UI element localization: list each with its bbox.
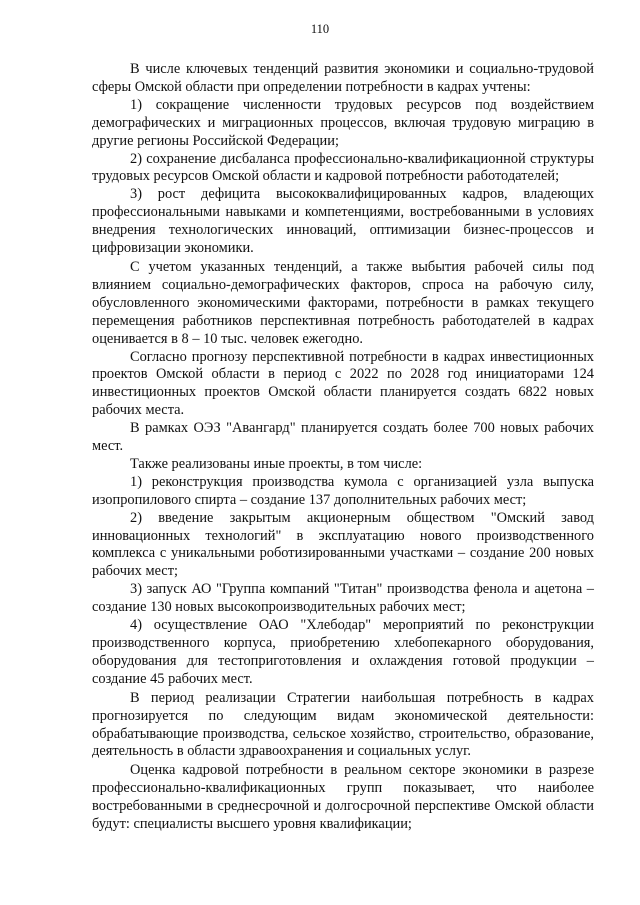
paragraph: 1) реконструкция производства кумола с организацией узла выпуска изопропилового спирта – создание 137 дополнительных рабочих мест; (92, 473, 594, 508)
paragraph: 2) сохранение дисбаланса профессионально-квалификационной структуры трудовых ресурсов Омской области и кадровой потребности работодателей; (92, 150, 594, 185)
paragraph: 3) рост дефицита высококвалифицированных кадров, владеющих профессиональными навыками и компетенциями, востребованными в условиях внедрения технологических инноваций, оптимизации бизнес-процессов и цифровизации экономики. (92, 186, 594, 257)
document-body (92, 61, 594, 834)
paragraph: 3) запуск АО "Группа компаний "Титан" производства фенола и ацетона – создание 130 новых высокопроизводительных рабочих мест; (92, 581, 594, 616)
paragraph: В период реализации Стратегии наибольшая потребность в кадрах прогнозируется по следующим видам экономической деятельности: обрабатывающие производства, сельское хозяйство, строительство, образование, деятельность в области здравоохранения и социальных услуг. (92, 689, 594, 760)
paragraph: 4) осуществление ОАО "Хлебодар" мероприятий по реконструкции производственного корпуса, приобретению хлебопекарного оборудования, оборудования для тестоприготовления и охлаждения готовой продукции – создание 45 рабочих мест. (92, 617, 594, 687)
paragraph: 2) введение закрытым акционерным обществом "Омский завод инновационных технологий" в эксплуатацию нового производственного комплекса с уникальными роботизированными участками – создание 200 новых рабочих мест; (92, 509, 594, 580)
paragraph: Также реализованы иные проекты, в том числе: (130, 455, 423, 472)
paragraph: В числе ключевых тенденций развития экономики и социально-трудовой сферы Омской области при определении потребности в кадрах учтены: (92, 61, 594, 95)
page-number: 110 (310, 22, 330, 36)
paragraph: 1) сокращение численности трудовых ресурсов под воздействием демографических и миграционных процессов, включая трудовую миграцию в другие регионы Российской Федерации; (92, 96, 594, 149)
paragraph: Согласно прогнозу перспективной потребности в кадрах инвестиционных проектов Омской области в период с 2022 по 2028 год инициаторами 124 инвестиционных проектов Омской области планируется создать 6822 новых рабочих места. (92, 348, 594, 419)
paragraph: С учетом указанных тенденций, а также выбытия рабочей силы под влиянием социально-демографических факторов, спроса на рабочую силу, обусловленного экономическими факторами, потребности в рамках текущего перемещения работников перспективная потребность работодателей в кадрах оценивается в 8 – 10 тыс. человек ежегодно. (92, 258, 594, 347)
paragraph: Оценка кадровой потребности в реальном секторе экономики в разрезе профессионально-квалификационных групп показывает, что наиболее востребованными в среднесрочной и долгосрочной перспективе Омской области будут: специалисты высшего уровня квалификации; (92, 762, 594, 833)
paragraph: В рамках ОЭЗ "Авангард" планируется создать более 700 новых рабочих мест. (92, 420, 594, 455)
